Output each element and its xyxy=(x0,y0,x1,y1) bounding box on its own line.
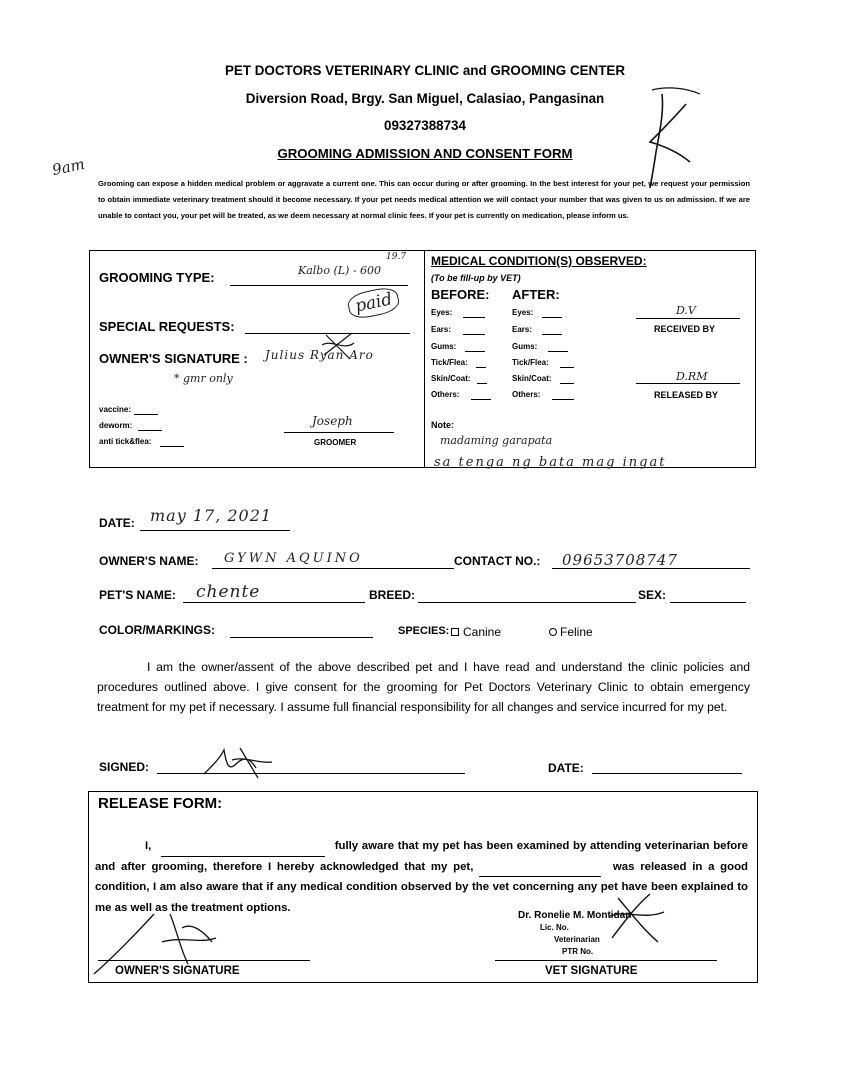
release-text-2: was released in a good condition, I am also aware that if any medical condition observed by the vet concerning any pet have been explained to me as well as the treatment options. xyxy=(95,860,748,914)
after-label: AFTER: xyxy=(512,287,560,302)
groomer-value: Joseph xyxy=(312,414,353,428)
breed-label: BREED: xyxy=(369,588,416,602)
release-text-1: fully aware that my pet has been examined by attending veterinarian before and after grooming, therefore I hereby acknowledged that my pet, xyxy=(95,840,749,873)
owner-name-label: OWNER'S NAME: xyxy=(99,554,199,568)
clinic-phone: 09327388734 xyxy=(384,118,466,133)
before-eyes: Eyes: xyxy=(431,308,453,317)
pet-name-label: PET'S NAME: xyxy=(99,588,176,602)
feline-checkbox[interactable] xyxy=(549,628,557,636)
owner-signature-label: OWNER'S SIGNATURE : xyxy=(99,351,248,366)
grooming-box-divider xyxy=(424,250,425,468)
before-gums-line xyxy=(465,351,485,352)
groomer-label: GROOMER xyxy=(314,438,357,447)
sex-line xyxy=(670,602,746,603)
before-ears-line xyxy=(463,334,485,335)
before-gums: Gums: xyxy=(431,342,457,351)
release-owner-blank[interactable] xyxy=(161,856,325,857)
grooming-type-label: GROOMING TYPE: xyxy=(99,270,215,285)
groomer-line xyxy=(284,432,394,433)
after-others: Others: xyxy=(512,390,541,399)
after-tick: Tick/Flea: xyxy=(512,358,549,367)
special-requests-label: SPECIAL REQUESTS: xyxy=(99,319,235,334)
pet-name-value[interactable]: chente xyxy=(196,582,261,602)
stamp-ptr: PTR No. xyxy=(562,947,594,956)
before-others-line xyxy=(471,399,491,400)
paid-note: paid xyxy=(346,285,402,321)
canine-checkbox[interactable] xyxy=(451,628,459,636)
after-skin-line xyxy=(560,383,574,384)
release-i-label: I, xyxy=(145,840,152,852)
after-skin: Skin/Coat: xyxy=(512,374,552,383)
release-title: RELEASE FORM: xyxy=(98,795,223,812)
owner-signature-value[interactable]: Julius Ryan Aro xyxy=(265,348,374,362)
release-vet-sig-label: VET SIGNATURE xyxy=(545,965,638,977)
breed-line xyxy=(418,602,636,603)
note-label: Note: xyxy=(431,420,454,430)
released-line xyxy=(636,383,740,384)
grooming-type-line xyxy=(230,285,408,286)
release-pet-blank[interactable] xyxy=(479,876,601,877)
clinic-name: PET DOCTORS VETERINARY CLINIC and GROOMING CENTER xyxy=(224,63,625,78)
clinic-address: Diversion Road, Brgy. San Miguel, Calasiao, Pangasinan xyxy=(245,91,605,106)
species-label: SPECIES: xyxy=(398,625,450,637)
before-ears: Ears: xyxy=(431,325,452,334)
after-tick-line xyxy=(560,367,574,368)
color-line xyxy=(230,637,373,638)
after-gums-line xyxy=(548,351,568,352)
date-label: DATE: xyxy=(99,516,135,530)
medical-subtitle: (To be fill-up by VET) xyxy=(431,273,521,283)
grooming-type-value[interactable]: Kalbo (L) - 600 xyxy=(298,264,382,277)
date-value[interactable]: may 17, 2021 xyxy=(150,506,273,525)
before-label: BEFORE: xyxy=(431,287,490,302)
after-others-line xyxy=(552,399,574,400)
intro-paragraph: Grooming can expose a hidden medical problem or aggravate a current one. This can occur during or after grooming. In the best interest for your pet, we request your permission to obtain immediate veterinary treatment should it become necessary. If your pet needs medical attention we will contact your number that was given to us on admission. If we are unable to contact you, your pet will be treated, as we deem necessary at normal clinic fees. If your pet is currently on medication, please inform us. xyxy=(98,179,750,220)
color-label: COLOR/MARKINGS: xyxy=(99,623,215,637)
signed-date-line xyxy=(592,773,742,774)
signed-label: SIGNED: xyxy=(99,760,150,774)
owner-name-value[interactable]: GYWN AQUINO xyxy=(224,551,363,566)
release-owner-sig-label: OWNER'S SIGNATURE xyxy=(115,965,240,977)
anti-tick-label: anti tick&flea: xyxy=(99,437,152,446)
received-value: D.V xyxy=(676,304,696,317)
before-others: Others: xyxy=(431,390,460,399)
after-eyes-line xyxy=(542,317,562,318)
before-tick-line xyxy=(476,367,486,368)
stamp-name: Dr. Ronelie M. Montidan xyxy=(518,910,632,921)
release-owner-sig-line xyxy=(98,960,310,961)
before-skin-line xyxy=(477,383,487,384)
signed-date-label: DATE: xyxy=(548,761,584,775)
vet-signature-scribble xyxy=(608,888,668,948)
stamp-role: Veterinarian xyxy=(554,935,600,944)
contact-label: CONTACT NO.: xyxy=(454,554,541,568)
pet-name-line xyxy=(183,602,365,603)
owner-name-line xyxy=(212,568,454,569)
medical-title: MEDICAL CONDITION(S) OBSERVED: xyxy=(431,254,647,268)
released-label: RELEASED BY xyxy=(654,390,719,400)
vaccine-line xyxy=(134,414,158,415)
after-ears: Ears: xyxy=(512,325,533,334)
after-gums: Gums: xyxy=(512,342,538,351)
release-vet-sig-line xyxy=(495,960,717,961)
owner-initials-scribble xyxy=(318,325,358,365)
deworm-line xyxy=(138,430,162,431)
margin-note: 9am xyxy=(50,154,87,180)
before-skin: Skin/Coat: xyxy=(431,374,471,383)
contact-value[interactable]: 09653708747 xyxy=(562,551,678,569)
canine-label: Canine xyxy=(463,625,502,639)
note-line-2: sa tenga ng bata mag ingat xyxy=(434,455,667,470)
note-line-1: madaming garapata xyxy=(440,434,553,447)
note-gmr-only: * gmr only xyxy=(174,372,233,385)
deworm-label: deworm: xyxy=(99,421,133,430)
anti-tick-line xyxy=(160,446,184,447)
stamp-lic: Lic. No. xyxy=(540,923,569,932)
form-title: GROOMING ADMISSION AND CONSENT FORM xyxy=(277,146,573,161)
before-tick: Tick/Flea: xyxy=(431,358,468,367)
after-eyes: Eyes: xyxy=(512,308,534,317)
date-line xyxy=(140,530,290,531)
before-eyes-line xyxy=(463,317,485,318)
released-value: D.RM xyxy=(676,370,708,383)
consent-paragraph: I am the owner/assent of the above described pet and I have read and understand the clinic policies and procedures outlined above. I give consent for the grooming for Pet Doctors Veterinary Clinic to obtain emergency treatment for my pet if necessary. I assume full financial responsibility for all changes and service incurred for my pet. xyxy=(97,660,750,714)
after-ears-line xyxy=(542,334,562,335)
received-label: RECEIVED BY xyxy=(654,324,716,334)
vaccine-label: vaccine: xyxy=(99,405,132,414)
feline-label: Feline xyxy=(560,625,593,639)
received-line xyxy=(636,318,740,319)
signed-signature-scribble xyxy=(200,744,280,784)
grooming-type-extra: 19.7 xyxy=(386,252,407,262)
sex-label: SEX: xyxy=(638,588,667,602)
